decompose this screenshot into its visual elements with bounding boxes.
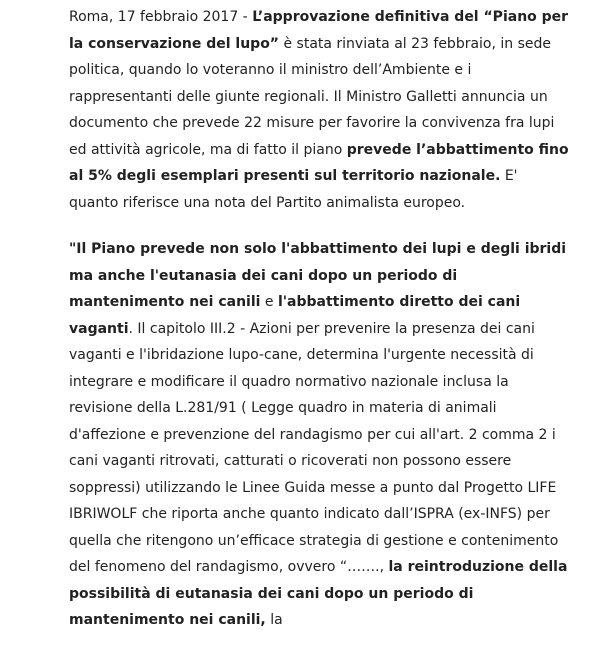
text-run: E' quanto riferisce una nota del Partito animalista europeo. <box>69 168 518 211</box>
bold-text-run: la reintroduzione della possibilità di eutanasia dei cani dopo un periodo di mantenimento nei canili, <box>69 559 568 628</box>
bold-text-run: prevede l’abbattimento fino al 5% degli esemplari presenti sul territorio nazionale. <box>69 141 569 184</box>
bold-text-run: L’approvazione definitiva del “Piano per la conservazione del lupo” <box>69 9 569 52</box>
text-run: la <box>265 612 283 628</box>
bold-text-run: "Il Piano prevede non solo l'abbattimento dei lupi e degli ibridi ma anche l'eutanasia dei cani dopo un periodo di mantenimento nei canili <box>69 241 567 310</box>
text-run: e <box>260 294 278 310</box>
text-run: Roma, 17 febbraio 2017 - <box>69 9 253 25</box>
article-paragraph <box>69 4 569 216</box>
text-run: . Il capitolo III.2 - Azioni per prevenire la presenza dei cani vaganti e l'ibridazione lupo-cane, determina l'urgente necessità di integrare e modificare il quadro normativo nazionale inclusa la revisione della L.281/91 ( Legge quadro in materia di animali d'affezione e prevenzione del randagismo per cui all'art. 2 comma 2 i cani vaganti ritrovati, catturati o ricoverati non possono essere soppressi) utilizzando le Linee Guida messe a punto dal Progetto LIFE IBRIWOLF che riporta anche quanto indicato dall’ISPRA (ex-INFS) per quella che ritengono un’efficace strategia di gestione e contenimento del fenomeno del randagismo, ovvero “……., <box>69 320 559 575</box>
article-body <box>69 4 569 654</box>
bold-text-run: l'abbattimento diretto dei cani vaganti <box>69 294 521 337</box>
article-paragraph <box>69 236 569 634</box>
text-run: è stata rinviata al 23 febbraio, in sede politica, quando lo voteranno il ministro dell’Ambiente e i rappresentanti delle giunte regionali. Il Ministro Galletti annuncia un documento che prevede 22 misure per favorire la convivenza fra lupi ed attività agricole, ma di fatto il piano <box>69 35 555 158</box>
